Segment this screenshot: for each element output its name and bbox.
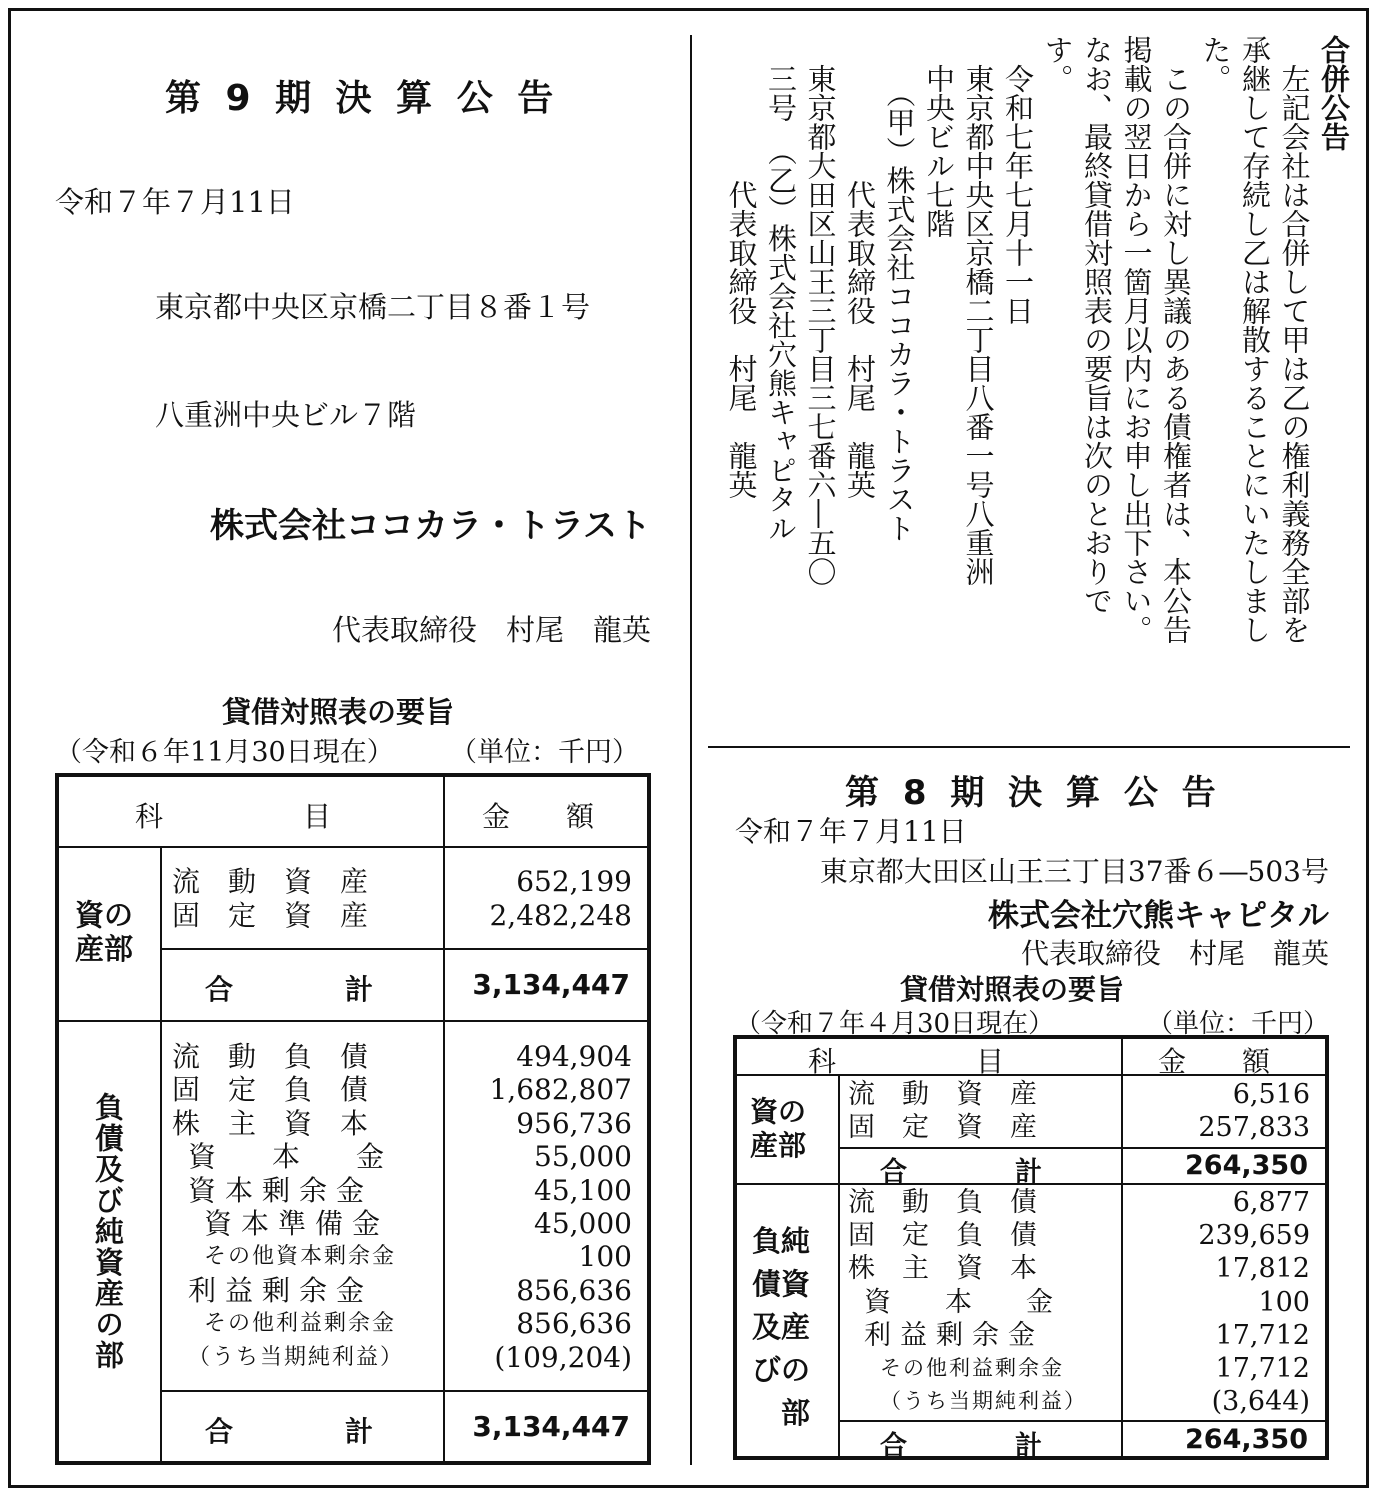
text-line: 45,000: [534, 1207, 632, 1241]
list-item: [172, 1341, 632, 1374]
text-line: 100: [1258, 1286, 1310, 1318]
text-line: その他利益剰余金: [880, 1356, 1064, 1381]
text-line: 1,682,807: [489, 1073, 632, 1107]
list-item: [848, 1219, 1310, 1252]
text-line: 6,877: [1232, 1187, 1310, 1218]
text-line: 6,516: [1232, 1079, 1310, 1110]
section-divider: [708, 746, 1350, 748]
left-bs-unit: （単位：千円）: [450, 737, 639, 768]
text-line: 資 本 金: [188, 1140, 385, 1174]
text-line: 17,812: [1215, 1253, 1310, 1285]
list-item: [172, 1040, 632, 1073]
text-line: （うち当期純利益）: [188, 1344, 405, 1370]
text-line: 856,636: [516, 1273, 632, 1307]
text-line: 17,712: [1215, 1319, 1310, 1351]
text-line: 固 定 負 債: [848, 1220, 1037, 1252]
right-address: 東京都大田区山王三丁目37番６―503号: [819, 855, 1329, 888]
text-line: 257,833: [1198, 1112, 1310, 1143]
right-header-amount: 金 額: [1158, 1045, 1271, 1078]
text-line: 固 定 資 産: [172, 899, 369, 932]
left-representative: 代表取締役 村尾 龍英: [331, 613, 651, 647]
list-item: [172, 1073, 632, 1106]
left-assets-total: 3,134,447: [472, 968, 630, 1001]
text-line: 利益剰余金: [864, 1319, 1044, 1351]
table-rule: [838, 1420, 1327, 1422]
right-liabilities-total: 264,350: [1185, 1424, 1308, 1455]
right-assets-list: [848, 1078, 1310, 1144]
right-assets-total-label: 合 計: [880, 1157, 1042, 1188]
right-header-item: 科 目: [808, 1045, 1005, 1078]
table-rule: [838, 1074, 840, 1458]
text-line: 掲載の翌日から一箇月以内にお申し出下さい。: [1119, 35, 1154, 644]
right-assets-section-label: [750, 1095, 806, 1163]
text-line: 652,199: [516, 865, 632, 898]
text-line: 及産: [752, 1310, 811, 1344]
text-line: 2,482,248: [489, 899, 632, 932]
text-line: 左記会社は合併して甲は乙の権利義務全部を: [1277, 35, 1312, 644]
merger-notice: [721, 35, 1353, 735]
left-bs-date: （令和６年11月30日現在）: [55, 737, 394, 768]
text-line: 17,712: [1215, 1353, 1310, 1385]
left-address-1: 東京都中央区京橋二丁目８番１号: [155, 290, 591, 324]
list-item: [848, 1385, 1310, 1418]
right-bs-title: 貸借対照表の要旨: [900, 973, 1125, 1006]
text-line: 239,659: [1198, 1220, 1310, 1252]
text-line: 55,000: [534, 1140, 632, 1174]
text-line: なお、最終貸借対照表の要旨は次のとおりで: [1080, 35, 1114, 615]
text-line: 資本剰余金: [188, 1173, 374, 1207]
text-line: 株 主 資 本: [172, 1106, 369, 1140]
list-item: [172, 1107, 632, 1140]
right-bs-date: （令和７年４月30日現在）: [735, 1009, 1055, 1039]
table-rule: [57, 1020, 649, 1022]
text-line: 中央ビル七階: [922, 35, 956, 238]
right-liabilities-section-label: [752, 1220, 810, 1435]
right-liabilities-total-label: 合 計: [880, 1431, 1042, 1462]
text-line: 固 定 負 債: [172, 1073, 369, 1107]
list-item: [172, 1240, 632, 1273]
text-line: 代表取締役 村尾 龍英: [724, 35, 759, 499]
text-line: 東京都大田区山王三丁目三七番六―五〇: [803, 35, 838, 586]
left-liabilities-total-label: 合 計: [205, 1415, 374, 1448]
list-item: [172, 1140, 632, 1173]
list-item: [848, 1078, 1310, 1111]
text-line: 資の: [75, 898, 134, 932]
text-line: 部: [752, 1396, 811, 1430]
right-liabilities-list: [848, 1186, 1310, 1418]
left-liabilities-total: 3,134,447: [472, 1410, 630, 1443]
text-line: 債資: [752, 1267, 811, 1301]
text-line: その他資本剰余金: [204, 1244, 397, 1270]
right-bs-unit: （単位：千円）: [1146, 1009, 1329, 1039]
text-line: その他利益剰余金: [204, 1311, 397, 1337]
text-line: 流 動 資 産: [172, 865, 369, 898]
list-item: [172, 1307, 632, 1340]
list-item: [848, 1186, 1310, 1219]
list-item: [172, 1207, 632, 1240]
left-date: 令和７年７月11日: [55, 185, 295, 219]
text-line: 産部: [75, 932, 134, 966]
text-line: 東京都中央区京橋二丁目八番一号八重洲: [961, 35, 996, 586]
text-line: （甲）株式会社ココカラ・トラスト: [882, 35, 917, 543]
text-line: 産部: [750, 1129, 807, 1162]
text-line: 494,904: [516, 1040, 632, 1073]
text-line: 100: [578, 1240, 632, 1274]
list-item: [172, 899, 632, 933]
text-line: 負純: [752, 1224, 811, 1258]
text-line: 流 動 資 産: [848, 1079, 1037, 1110]
left-title: 第 9 期 決 算 公 告: [165, 78, 560, 119]
left-assets-total-label: 合 計: [205, 973, 374, 1006]
text-line: この合併に対し異議のある債権者は、本公告: [1159, 35, 1193, 644]
text-line: 流 動 負 債: [172, 1040, 369, 1073]
text-line: 資 本 金: [864, 1286, 1053, 1318]
left-bs-title: 貸借対照表の要旨: [222, 695, 455, 729]
text-line: 令和七年七月十一日: [1001, 35, 1035, 325]
table-rule: [160, 948, 649, 950]
text-line: 資の: [750, 1095, 807, 1128]
right-company-name: 株式会社穴熊キャピタル: [988, 898, 1329, 934]
list-item: [848, 1352, 1310, 1385]
text-line: びの: [752, 1353, 811, 1387]
right-assets-total: 264,350: [1185, 1150, 1308, 1181]
table-rule: [57, 846, 649, 848]
table-rule: [160, 1390, 649, 1392]
list-item: [172, 865, 632, 899]
right-title: 第 8 期 決 算 公 告: [845, 773, 1222, 813]
left-address-2: 八重洲中央ビル７階: [155, 398, 417, 432]
text-line: 45,100: [534, 1173, 632, 1207]
left-company-name: 株式会社ココカラ・トラスト: [210, 506, 651, 546]
text-line: 利益剰余金: [188, 1273, 374, 1307]
text-line: た。: [1198, 35, 1233, 93]
text-line: 流 動 負 債: [848, 1187, 1037, 1218]
merger-heading: 合併公告: [1317, 35, 1351, 151]
table-rule: [838, 1147, 1327, 1149]
text-line: 代表取締役 村尾 龍英: [843, 35, 877, 499]
right-representative: 代表取締役 村尾 龍英: [1020, 937, 1329, 970]
text-line: (109,204): [494, 1340, 632, 1374]
list-item: [172, 1274, 632, 1307]
text-line: 資本準備金: [204, 1207, 390, 1241]
column-divider: [690, 35, 692, 1465]
text-line: 承継して存続し乙は解散することにいたしまし: [1238, 35, 1272, 644]
list-item: [172, 1174, 632, 1207]
left-assets-list: [172, 865, 632, 933]
text-line: す。: [1040, 35, 1075, 93]
text-line: (3,644): [1211, 1386, 1310, 1418]
text-line: （うち当期純利益）: [880, 1389, 1087, 1414]
text-line: 固 定 資 産: [848, 1112, 1037, 1143]
text-line: 856,636: [516, 1307, 632, 1341]
right-date: 令和７年７月11日: [735, 815, 967, 848]
list-item: [848, 1111, 1310, 1144]
text-line: 株 主 資 本: [848, 1253, 1037, 1285]
text-line: 三号 （乙）株式会社穴熊キャピタル: [764, 35, 798, 543]
left-header-item: 科 目: [135, 800, 332, 833]
list-item: [848, 1319, 1310, 1352]
left-assets-section-label: [75, 898, 133, 966]
text-line: 956,736: [516, 1106, 632, 1140]
list-item: [848, 1286, 1310, 1319]
left-liabilities-section-label: 負債及び純資産の部: [91, 1092, 125, 1371]
left-liabilities-list: [172, 1040, 632, 1374]
list-item: [848, 1252, 1310, 1285]
left-header-amount: 金 額: [482, 800, 595, 833]
table-rule: [160, 846, 162, 1463]
